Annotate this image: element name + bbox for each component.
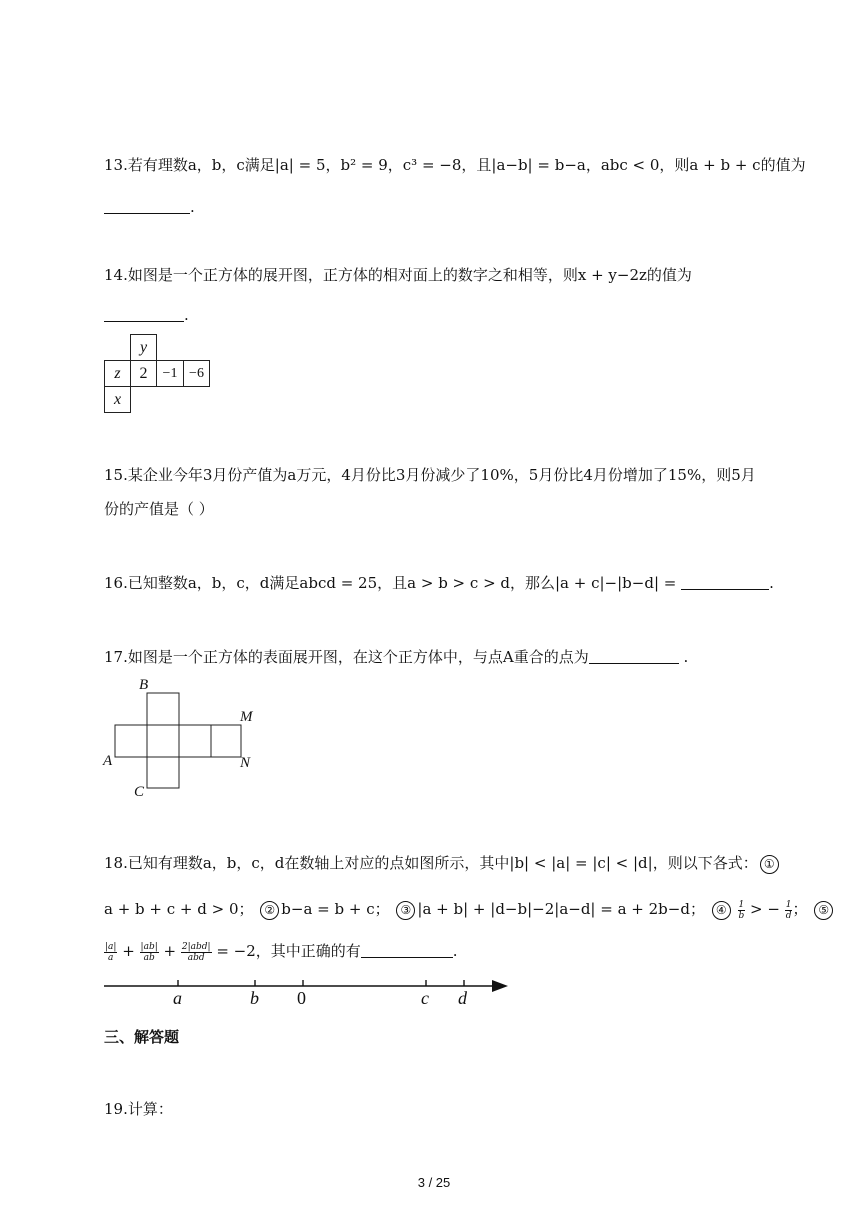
label-N: N — [240, 755, 251, 771]
q18-mark-4: ④ — [712, 901, 731, 920]
q14-period: . — [184, 306, 189, 324]
q16-blank[interactable] — [681, 573, 769, 590]
net-cell-y: y — [130, 334, 157, 361]
q17-cube-net — [100, 676, 270, 806]
net-cell-z: z — [104, 360, 131, 387]
q18-mark-1: ① — [760, 855, 779, 874]
q17-net-svg — [100, 676, 270, 806]
q18-frac-abd: $\frac{\text{2|abd|}}{\text{abd}}$ — [181, 941, 211, 963]
q14-line1: 14.如图是一个正方体的展开图，正方体的相对面上的数字之和相等，则x + y−2z的值为 — [104, 266, 692, 284]
axis-label-c: c — [421, 988, 429, 1008]
q18-frac-a: $\frac{|a|}{a}$ — [105, 941, 117, 963]
q15-line2: 份的产值是（ ） — [104, 500, 214, 518]
number-line-svg — [100, 972, 520, 1012]
q18-stmt-3: |a + b| + |d−b|−2|a−d| = a + 2b−d； — [417, 900, 705, 918]
q18-mark-2: ② — [260, 901, 279, 920]
net-cell-neg1: −1 — [156, 360, 184, 387]
axis-label-a: a — [173, 988, 182, 1008]
label-M: M — [240, 709, 253, 725]
q16-line — [104, 572, 774, 594]
label-A: A — [103, 753, 113, 769]
q15-line1: 15.某企业今年3月份产值为a万元，4月份比3月份减少了10%，5月份比4月份增加了15%，则5月 — [104, 466, 756, 484]
q18-mark-3: ③ — [396, 901, 415, 920]
q18-line3: $\frac{|a|}{a}$ + $\frac{|ab|}{ab}$ + $\frac{\text{2|abd|}}{\text{abd}}$ = −2，其中正确的有 . — [105, 941, 458, 963]
q18-stmt-4: > − — [750, 900, 780, 918]
q14-blank[interactable] — [104, 305, 184, 322]
arrow-icon — [492, 980, 508, 992]
q17-line — [104, 646, 688, 668]
label-C: C — [134, 784, 145, 800]
q17-text: 17.如图是一个正方体的表面展开图，在这个正方体中，与点A重合的点为 — [104, 648, 589, 666]
q13-period: . — [190, 198, 195, 216]
q18-period: . — [452, 942, 458, 960]
q14-cube-net — [104, 334, 214, 416]
q18-stmt-1: a + b + c + d > 0； — [104, 900, 254, 918]
q13-answer-line — [104, 196, 195, 218]
q16-period: . — [769, 574, 774, 592]
net-cell-2: 2 — [130, 360, 157, 387]
q19-line: 19.计算： — [104, 1100, 173, 1118]
q18-frac-1d: $\frac{1}{d}$ — [785, 899, 792, 921]
q18-mark-5: ⑤ — [814, 901, 833, 920]
axis-label-b: b — [250, 988, 259, 1008]
net-cell-neg6: −6 — [183, 360, 210, 387]
net-cell-x: x — [104, 386, 131, 413]
q13-line1: 13.若有理数a，b，c满足|a| = 5，b² = 9，c³ = −8，且|a−b| = b−a，abc < 0，则a + b + c的值为 — [104, 156, 806, 174]
q18-line2: a + b + c + d > 0； ② b−a = b + c； ③ |a + b| + |d−b|−2|a−d| = a + 2b−d； ④ $\frac{1}{b}$ > − $\frac{1}{d}$ ； ⑤ — [104, 898, 835, 921]
page-number: 3 / 25 — [417, 1175, 451, 1190]
q18-frac-ab: $\frac{|ab|}{ab}$ — [140, 941, 158, 963]
q18-frac-1b: $\frac{1}{b}$ — [738, 899, 745, 921]
q18-line1 — [104, 852, 781, 874]
axis-label-d: d — [458, 988, 467, 1008]
q18-stmt-2: b−a = b + c； — [281, 900, 390, 918]
q18-stmt-5: = −2，其中正确的有 — [216, 942, 361, 960]
q18-text: 18.已知有理数a，b，c，d在数轴上对应的点如图所示，其中|b| < |a| = |c| < |d|，则以下各式： — [104, 854, 758, 872]
axis-label-zero: 0 — [297, 988, 306, 1008]
section-heading: 三、解答题 — [104, 1028, 180, 1046]
label-B: B — [139, 677, 149, 693]
q16-text: 16.已知整数a，b，c，d满足abcd = 25，且a > b > c > d，那么|a + c|−|b−d| = — [104, 574, 677, 592]
q17-period: . — [683, 648, 689, 666]
q13-blank[interactable] — [104, 197, 190, 214]
q18-blank[interactable] — [361, 941, 453, 958]
q14-answer-line — [104, 304, 189, 326]
number-line — [100, 972, 520, 1012]
q17-blank[interactable] — [589, 647, 679, 664]
